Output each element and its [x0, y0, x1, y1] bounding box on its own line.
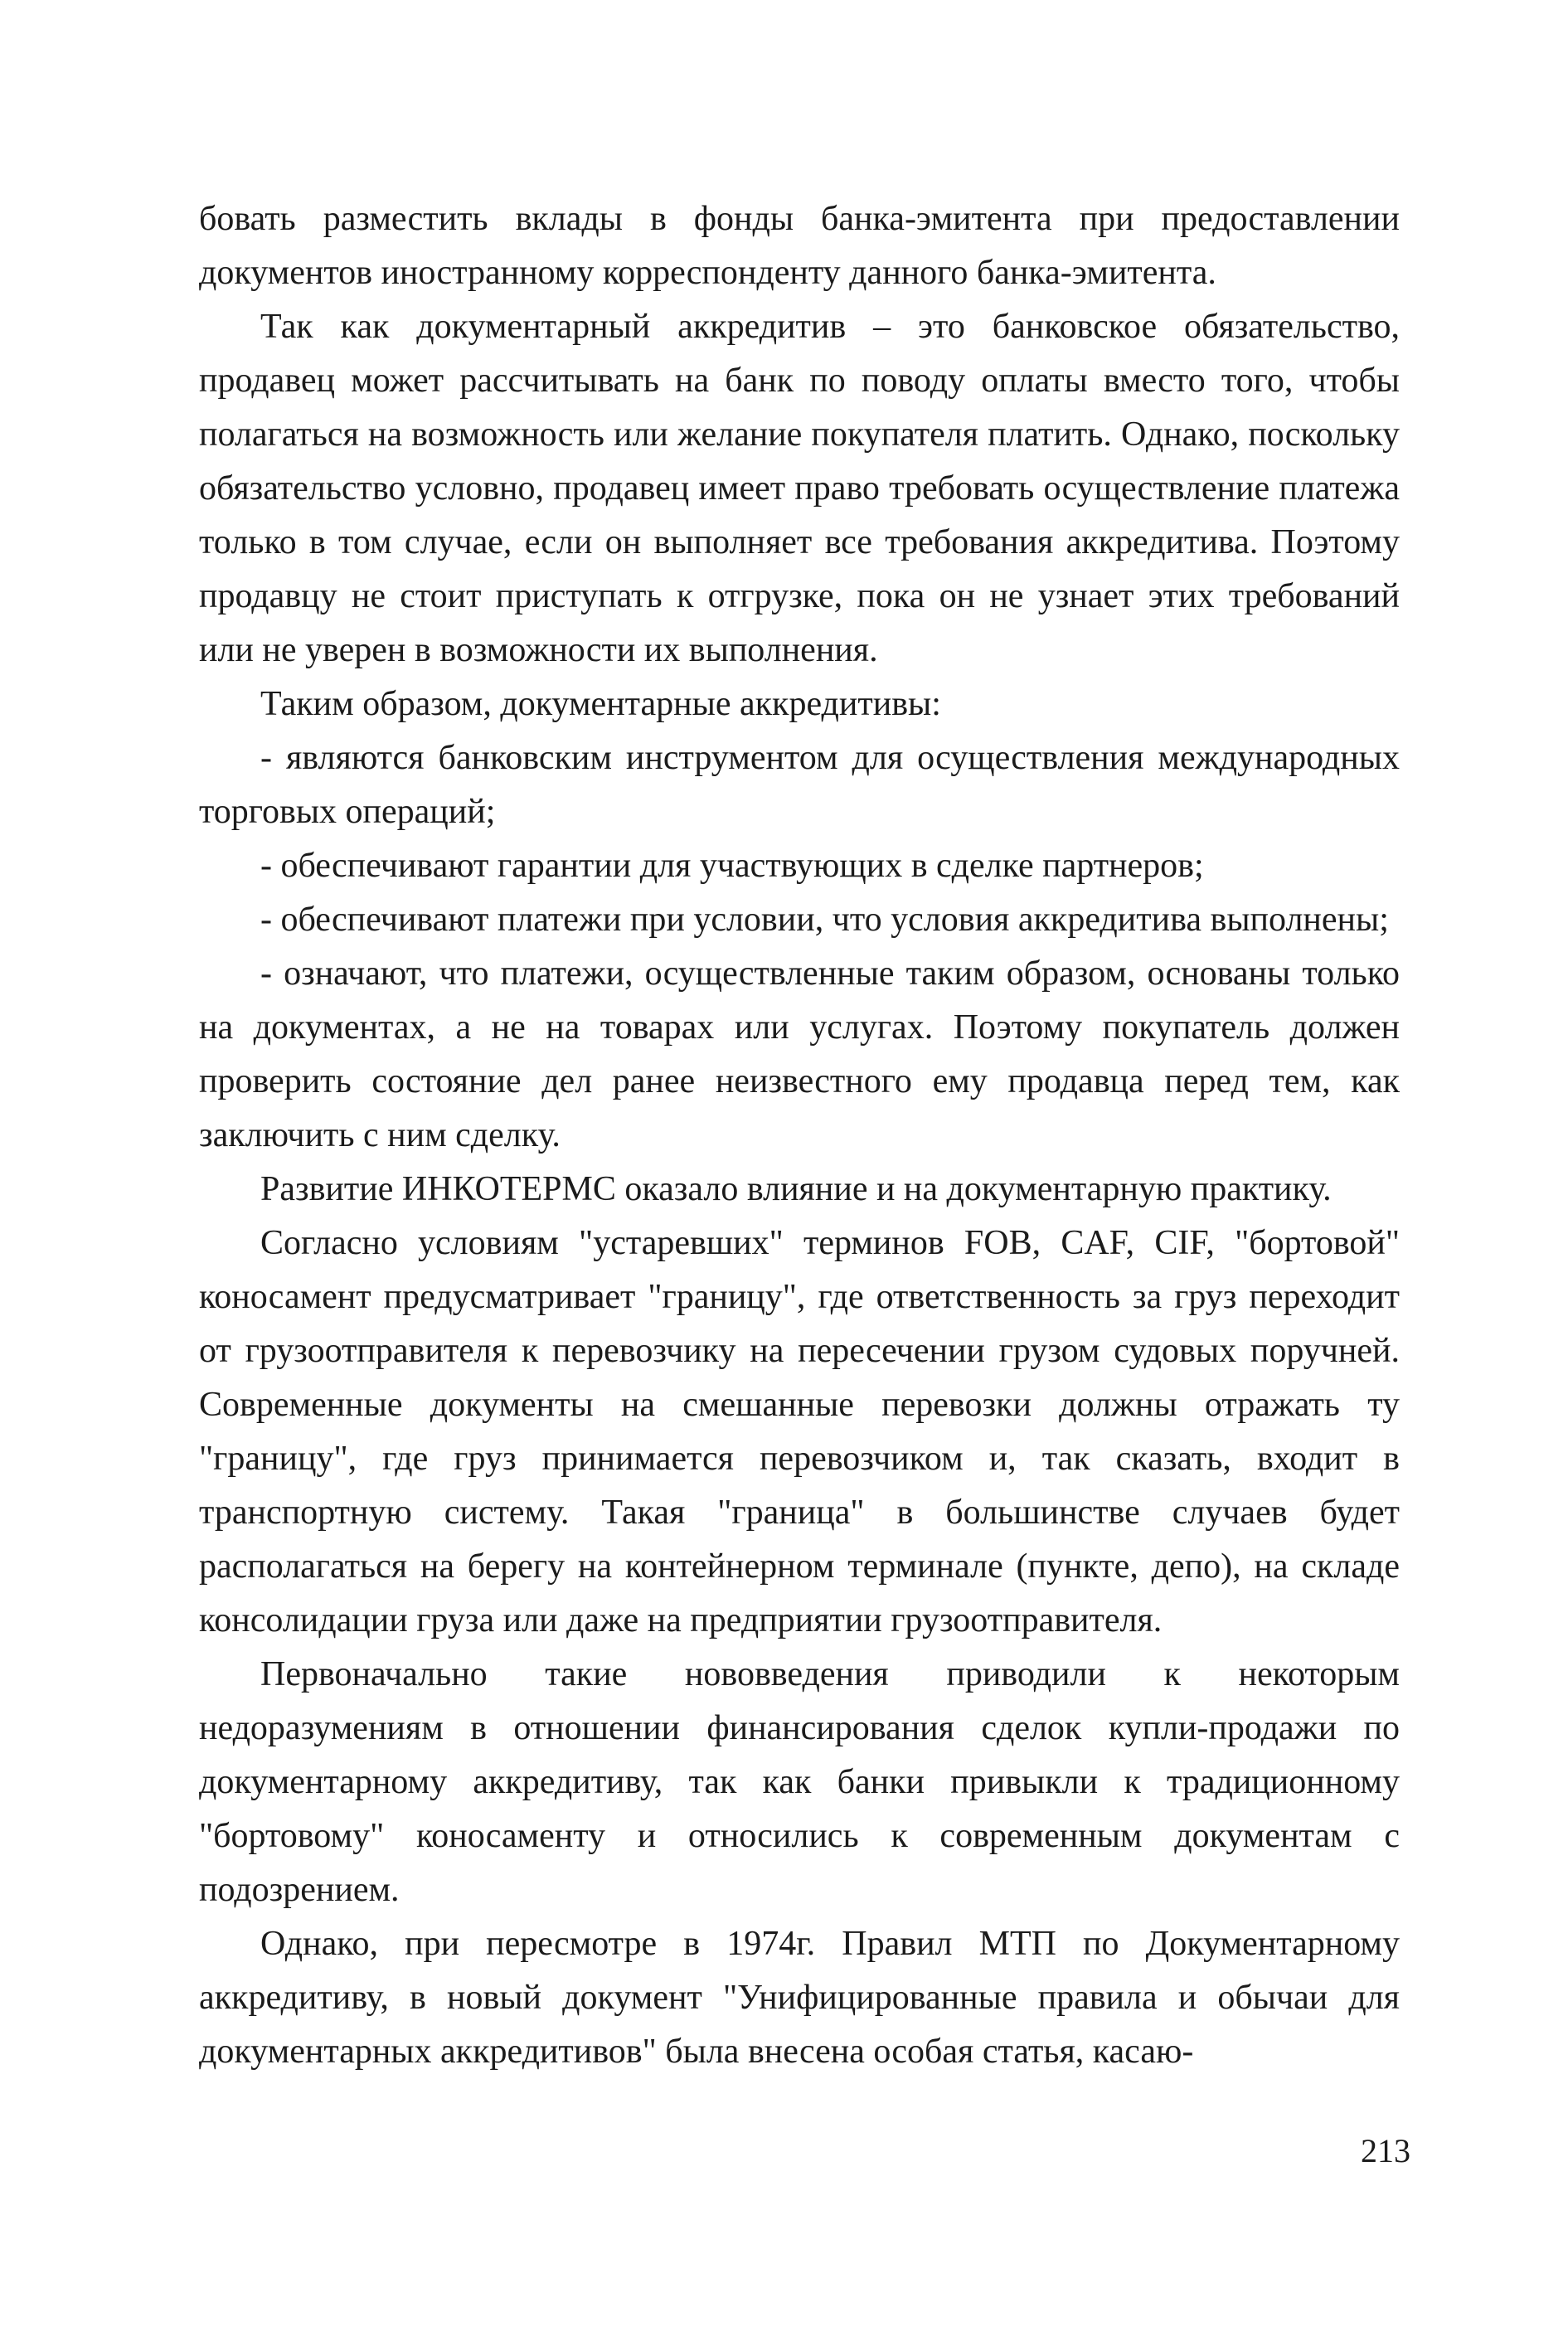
list-item-guarantees: - обеспечивают гарантии для участвующих в сделке партнеров;: [260, 847, 1204, 885]
paragraph-list-intro: Таким образом, документарные аккредитивы:: [260, 685, 941, 723]
list-item-banking-instrument: - являются банковским инструментом для осуществления международных торговых операций;: [199, 739, 1400, 831]
list-item-payments: - обеспечивают платежи при условии, что условия аккредитива выполнены;: [260, 901, 1389, 939]
paragraph-1974-revision: Однако, при пересмотре в 1974г. Правил МТП по Документарному аккредитиву, в новый документ "Унифицированные правила и обычаи для документарных аккредитивов" была внесена особая статья, касаю-: [199, 1925, 1400, 2071]
paragraph-incoterms: Развитие ИНКОТЕРМС оказало влияние и на документарную практику.: [260, 1170, 1332, 1208]
paragraph-continuation: бовать разместить вклады в фонды банка-эмитента при предоставлении документов иностранному корреспонденту данного банка-эмитента.: [199, 200, 1400, 292]
paragraph-initial-misunderstandings: Первоначально такие нововведения приводили к некоторым недоразумениям в отношении финансирования сделок купли-продажи по документарному аккредитиву, так как банки привыкли к традиционному "бортовому" коносаменту и относились к современным документам с подозрением.: [199, 1655, 1400, 1909]
list-item-documents-only: - означают, что платежи, осуществленные таким образом, основаны только на документах, а не на товарах или услугах. Поэтому покупатель должен проверить состояние дел ранее неизвестного ему продавца перед тем, как заключить с ним сделку.: [199, 954, 1400, 1154]
page-text: [199, 192, 1400, 2079]
page-number: 213: [1361, 2132, 1410, 2169]
paragraph-documentary-credit-obligation: Так как документарный аккредитив – это банковское обязательство, продавец может рассчитывать на банк по поводу оплаты вместо того, чтобы полагаться на возможность или желание покупателя платить. Однако, поскольку обязательство условно, продавец имеет право требовать осуществление платежа только в том случае, если он выполняет все требования аккредитива. Поэтому продавцу не стоит приступать к отгрузке, пока он не узнает этих требований или не уверен в возможности их выполнения.: [199, 308, 1400, 669]
paragraph-bill-of-lading-border: Согласно условиям "устаревших" терминов FOB, CAF, CIF, "бортовой" коносамент предусматривает "границу", где ответственность за груз переходит от грузоотправителя к перевозчику на пересечении грузом судовых поручней. Современные документы на смешанные перевозки должны отражать ту "границу", где груз принимается перевозчиком и, так сказать, входит в транспортную систему. Такая "граница" в большинстве случаев будет располагаться на берегу на контейнерном терминале (пункте, депо), на складе консолидации груза или даже на предприятии грузоотправителя.: [199, 1224, 1400, 1639]
